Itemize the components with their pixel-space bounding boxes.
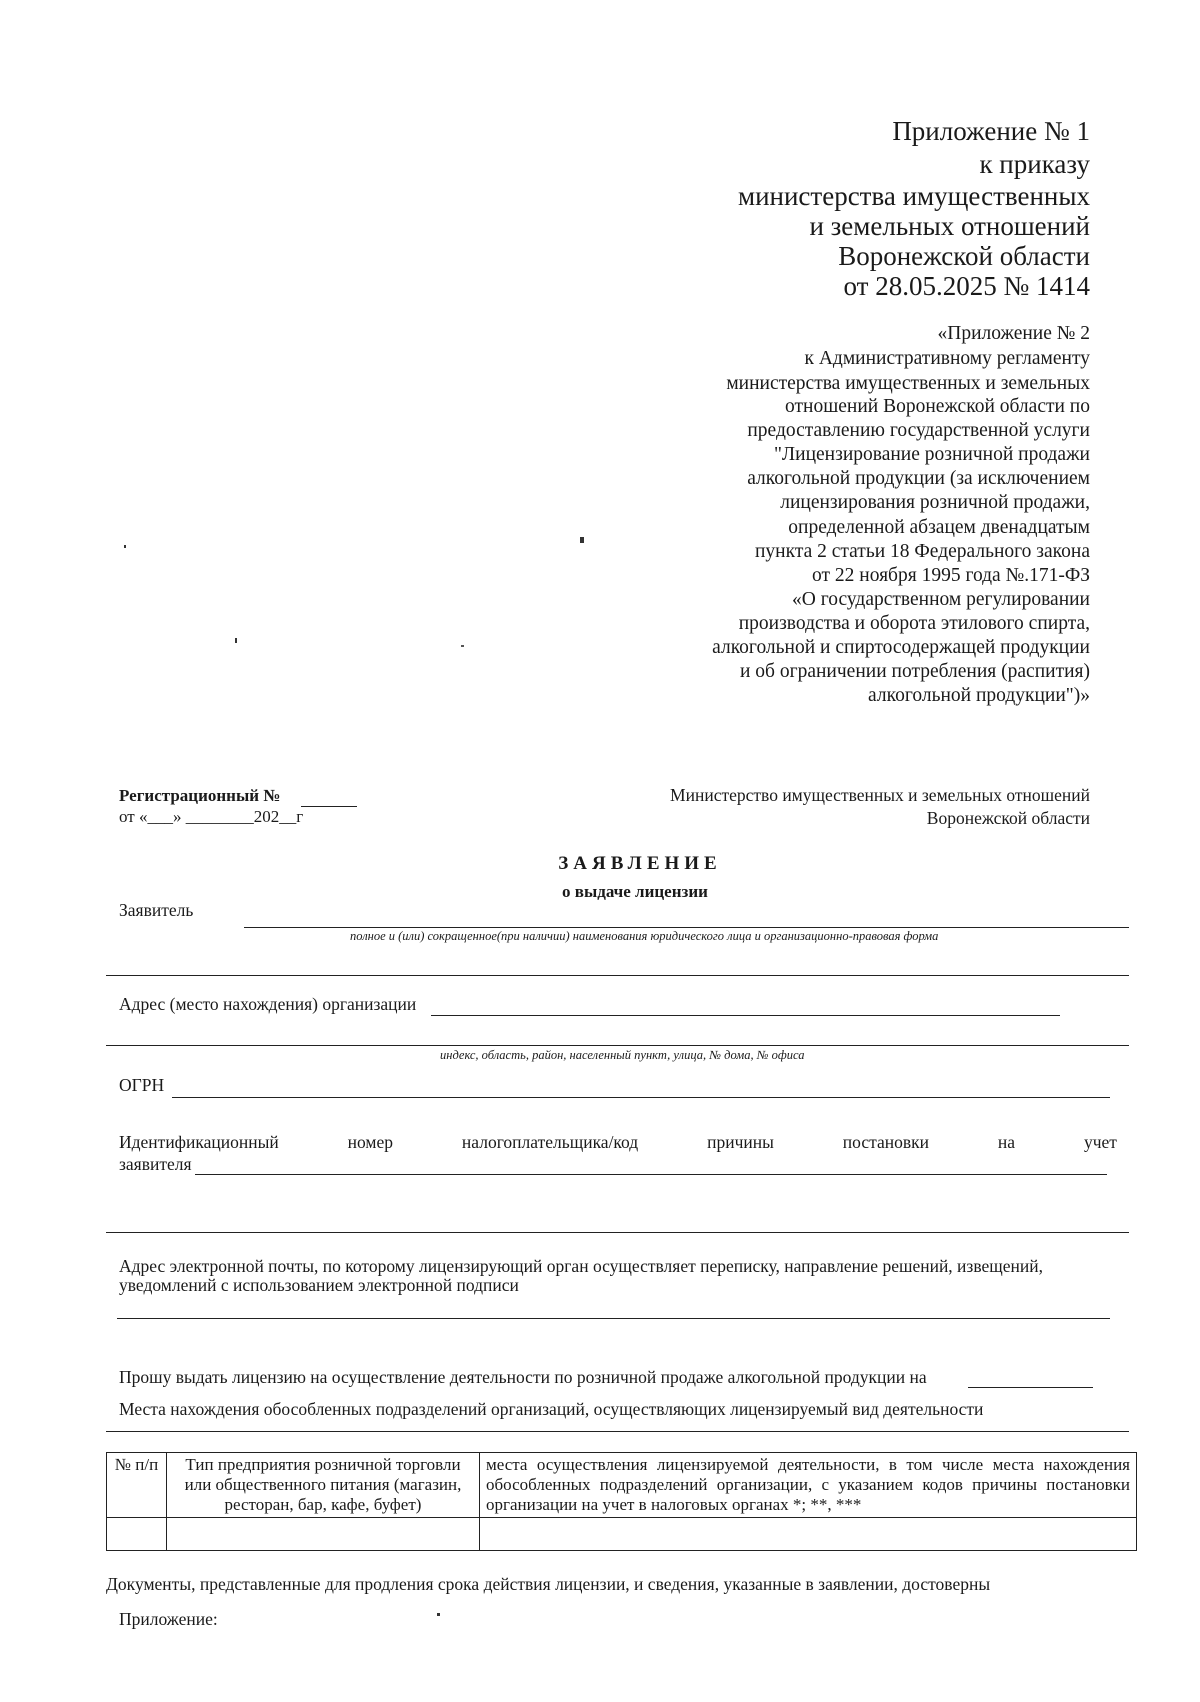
email-field[interactable]: [117, 1318, 1110, 1319]
annex2-line: «О государственном регулировании: [792, 589, 1090, 610]
inn-label-word: номер: [347, 1132, 394, 1152]
annex2-line: лицензирования розничной продажи,: [780, 492, 1090, 513]
inn-label-word: на: [997, 1132, 1016, 1152]
address-hint: индекс, область, район, населенный пункт, улица, № дома, № офиса: [440, 1048, 805, 1062]
document-title: ЗАЯВЛЕНИЕ: [558, 853, 722, 874]
inn-label-word: учет: [1083, 1132, 1117, 1152]
table-cell-number[interactable]: [107, 1517, 167, 1550]
annex1-line: и земельных отношений: [809, 211, 1090, 241]
inn-label-word: причины: [707, 1132, 774, 1152]
applicant-label: Заявитель: [119, 900, 194, 920]
annex1-line: министерства имущественных: [738, 181, 1090, 211]
table-row: [107, 1517, 1137, 1550]
request-term-field[interactable]: [968, 1387, 1093, 1388]
branches-divider: [106, 1431, 1129, 1432]
registration-date: от «___» ________202__г: [119, 807, 304, 826]
email-label: Адрес электронной почты, по которому лицензирующий орган осуществляет переписку, направление решений, извещений,: [119, 1256, 1043, 1276]
recipient-line: Воронежской области: [926, 808, 1090, 828]
annex2-line: от 22 ноября 1995 года №.171-ФЗ: [812, 565, 1090, 586]
address-label: Адрес (место нахождения) организации: [119, 994, 417, 1014]
registration-number-field[interactable]: [301, 806, 357, 807]
inn-label-word: постановки: [842, 1132, 929, 1152]
documents-statement: Документы, представленные для продления срока действия лицензии, и сведения, указанные в заявлении, достоверны: [106, 1574, 991, 1594]
annex2-line: производства и оборота этилового спирта,: [738, 613, 1090, 634]
applicant-field-line2[interactable]: [106, 975, 1129, 976]
inn-label-row: [119, 1134, 1117, 1152]
annex2-line: пункта 2 статьи 18 Федерального закона: [754, 541, 1090, 562]
inn-label-word: налогоплательщика/код: [461, 1132, 639, 1152]
applicant-hint: полное и (или) сокращенное(при наличии) наименования юридического лица и организационно-правовая форма: [350, 929, 939, 943]
table-cell-places[interactable]: [480, 1517, 1137, 1550]
table-header-row: [107, 1453, 1137, 1518]
address-field-line2[interactable]: [106, 1045, 1129, 1046]
annex1-line: к приказу: [979, 149, 1090, 179]
scan-speck: [461, 645, 464, 647]
recipient-line: Министерство имущественных и земельных отношений: [670, 785, 1090, 805]
ogrn-field[interactable]: [172, 1097, 1110, 1098]
email-label: уведомлений с использованием электронной подписи: [119, 1275, 519, 1295]
annex2-line: «Приложение № 2: [937, 323, 1090, 344]
scan-speck: [437, 1613, 440, 1616]
annex2-line: предоставлению государственной услуги: [747, 420, 1090, 441]
scan-speck: [235, 638, 237, 643]
annex1-line: Воронежской области: [838, 241, 1090, 271]
table-header-number: № п/п: [107, 1453, 167, 1518]
registration-number-label: Регистрационный №: [119, 786, 281, 805]
annex2-line: и об ограничении потребления (распития): [739, 661, 1090, 682]
attachment-label: Приложение:: [119, 1609, 218, 1629]
inn-label-word: Идентификационный: [119, 1132, 279, 1152]
annex2-line: определенной абзацем двенадцатым: [788, 517, 1090, 538]
ogrn-label: ОГРН: [119, 1075, 165, 1095]
inn-field[interactable]: [195, 1174, 1107, 1175]
annex2-line: министерства имущественных и земельных: [726, 373, 1090, 394]
branches-table: [106, 1452, 1137, 1551]
annex2-line: "Лицензирование розничной продажи: [773, 444, 1090, 465]
document-subtitle: о выдаче лицензии: [562, 882, 708, 901]
annex2-line: алкогольной продукции")»: [868, 685, 1090, 706]
address-field[interactable]: [431, 1015, 1060, 1016]
request-text: Прошу выдать лицензию на осуществление деятельности по розничной продаже алкогольной продукции на: [119, 1367, 927, 1387]
branches-text: Места нахождения обособленных подразделений организаций, осуществляющих лицензируемый вид деятельности: [119, 1399, 984, 1419]
annex2-line: отношений Воронежской области по: [785, 396, 1090, 417]
annex1-line: от 28.05.2025 № 1414: [843, 271, 1090, 301]
table-cell-type[interactable]: [167, 1517, 480, 1550]
table-header-type: Тип предприятия розничной торговли или общественного питания (магазин, ресторан, бар, кафе, буфет): [167, 1453, 480, 1518]
annex1-line: Приложение № 1: [892, 116, 1090, 146]
annex2-line: алкогольной продукции (за исключением: [747, 468, 1090, 489]
annex2-line: алкогольной и спиртосодержащей продукции: [712, 637, 1090, 658]
inn-field-line2[interactable]: [106, 1232, 1129, 1233]
annex2-line: к Административному регламенту: [804, 348, 1090, 369]
table-header-places: места осуществления лицензируемой деятельности, в том числе места нахождения обособленных подразделений организации, с указанием кодов причины постановки организации на учет в налоговых органах *; **, ***: [480, 1453, 1137, 1518]
applicant-field[interactable]: [244, 927, 1129, 928]
scan-speck: [580, 537, 584, 543]
scan-speck: [124, 545, 126, 548]
inn-label-line2: заявителя: [119, 1154, 192, 1174]
